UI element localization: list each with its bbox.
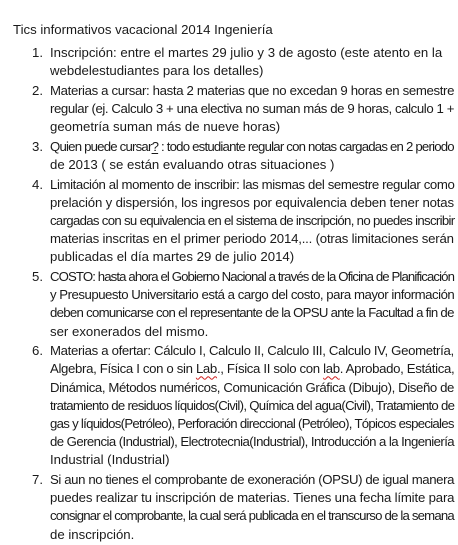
- text-line: y Presupuesto Universitario está a cargo del costo, para mayor información: [50, 287, 455, 303]
- list-number: 4.: [32, 176, 43, 192]
- text-line: cargadas con su equivalencia en el sistema de inscripción, no puedes inscribir: [50, 213, 455, 228]
- info-list: [0, 44, 458, 545]
- text-line: de Gerencia (Industrial), Electrotecnia(Industrial), Introducción a la Ingeniería: [50, 434, 455, 450]
- text-line: Materias a cursar: hasta 2 materias que no excedan 9 horas en semestre: [50, 82, 455, 98]
- text-segment: . Aprobado, Estática,: [339, 361, 455, 377]
- text-line: geometría suman más de nueve horas): [50, 119, 281, 135]
- text-line: gas y líquidos(Petróleo), Perforación direccional (Petróleo), Tópicos especiales: [50, 416, 454, 432]
- list-item-limitacion: [0, 176, 458, 267]
- text-line: materias inscritas en el primer periodo 2014,... (otras limitaciones serán: [50, 231, 454, 247]
- text-line: Materias a ofertar: Cálculo I, Calculo II, Calculo III, Calculo IV, Geometría,: [50, 343, 454, 359]
- list-number: 7.: [32, 472, 43, 488]
- list-item-quien-cursa: [0, 138, 458, 174]
- text-segment: : todo estudiante regular con notas cargadas en 2 periodo: [158, 138, 454, 154]
- text-line: COSTO: hasta ahora el Gobierno Nacional a través de la Oficina de Planificación: [50, 269, 455, 284]
- list-item-inscripcion: [0, 44, 458, 80]
- list-number: 2.: [32, 82, 43, 98]
- text-segment: Quien puede cursar: [50, 138, 152, 154]
- text-line: webdelestudiantes para los detalles): [50, 63, 264, 79]
- text-line: consignar el comprobante, la cual será publicada en el transcurso de la semana: [50, 508, 454, 524]
- spellcheck-marked-text: Lab: [195, 361, 217, 377]
- text-line: prelación y dispersión, los ingresos por equivalencia deben tener notas: [50, 194, 454, 210]
- text-segment: ., Física II solo con: [216, 361, 324, 377]
- text-line: deben comunicarse con el representante de la OPSU ante la Facultad a fin de: [50, 305, 454, 321]
- text-line: tratamiento de residuos líquidos(Civil), Química del agua(Civil), Tratamiento de: [50, 397, 455, 413]
- text-line: Industrial (Industrial): [50, 452, 170, 468]
- text-line: Inscripción: entre el martes 29 julio y 3 de agosto (este atento en la: [50, 45, 443, 60]
- text-line: publicadas el día martes 29 de julio 2014): [50, 249, 295, 265]
- spellcheck-marked-text: lab: [323, 361, 340, 377]
- text-line: [50, 138, 452, 156]
- list-number: 6.: [32, 343, 43, 359]
- text-segment: Algebra, Física I con o sin: [50, 361, 196, 377]
- grammar-marked-text: ?: [151, 138, 159, 154]
- text-line: de inscripción.: [50, 526, 135, 542]
- text-line: Si aun no tienes el comprobante de exoneración (OPSU) de igual manera: [50, 472, 455, 488]
- document-title: Tics informativos vacacional 2014 Ingeniería: [13, 22, 273, 37]
- list-item-comprobante: [0, 471, 458, 544]
- list-item-materias-cursar: [0, 82, 458, 137]
- text-line: Dinámica, Métodos numéricos, Comunicación Gráfica (Dibujo), Diseño de: [50, 379, 454, 395]
- text-line: Limitación al momento de inscribir: las mismas del semestre regular como: [50, 176, 455, 192]
- list-number: 1.: [32, 45, 43, 60]
- text-line: [50, 360, 455, 378]
- list-number: 3.: [32, 138, 43, 154]
- text-line: de 2013 ( se están evaluando otras situaciones ): [50, 157, 335, 172]
- text-line: puedes realizar tu inscripción de materias. Tienes una fecha límite para: [50, 490, 455, 506]
- text-line: regular (ej. Calculo 3 + una electiva no suman más de 9 horas, calculo 1 +: [50, 101, 454, 116]
- list-number: 5.: [32, 269, 43, 284]
- text-line: ser exonerados del mismo.: [50, 323, 209, 339]
- list-item-materias-ofertar: [0, 342, 458, 469]
- list-item-costo: [0, 268, 458, 341]
